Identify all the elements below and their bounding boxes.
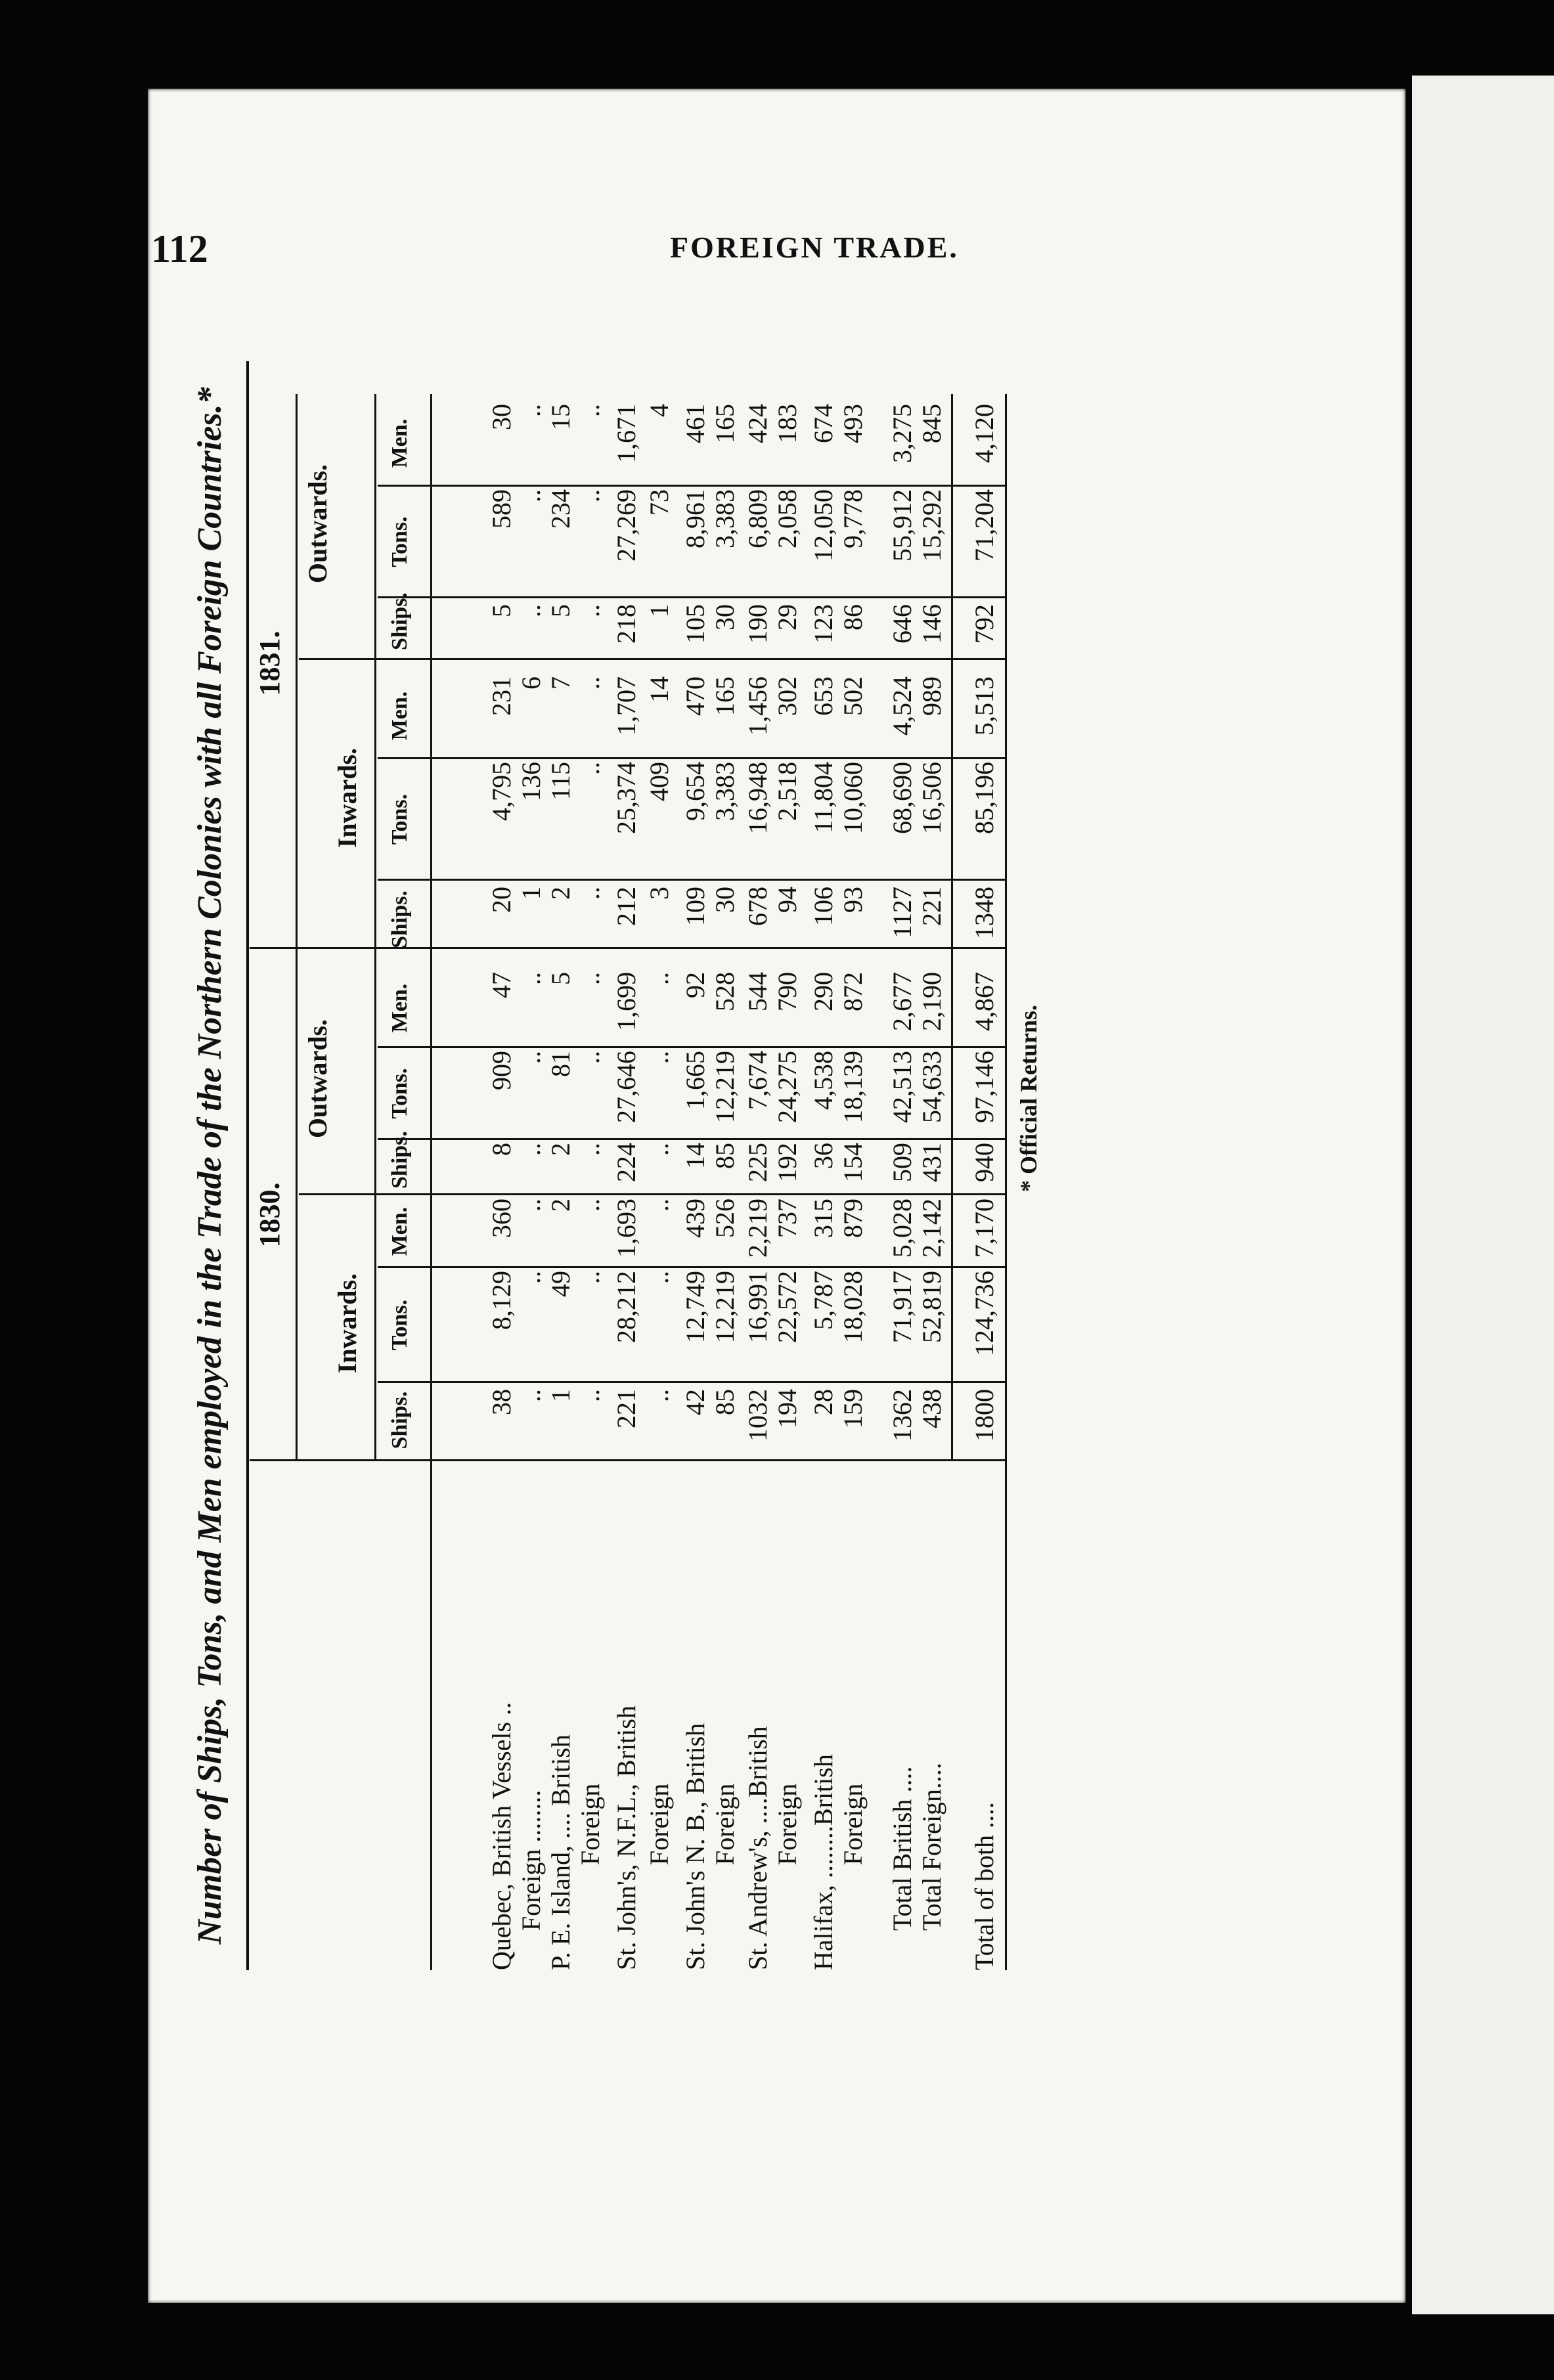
table-cell: 124,736 bbox=[969, 1271, 999, 1356]
table-cell: .. bbox=[575, 489, 605, 502]
table-cell: 29 bbox=[772, 604, 802, 630]
table-rule bbox=[299, 658, 1005, 660]
table-cell: 790 bbox=[772, 972, 802, 1011]
table-cell: 1362 bbox=[887, 1389, 917, 1442]
table-cell: 105 bbox=[680, 604, 710, 644]
col-header: Tons. bbox=[388, 1299, 412, 1351]
table-cell: 989 bbox=[917, 676, 946, 716]
table-cell: 4,524 bbox=[887, 676, 917, 736]
table-cell: 502 bbox=[838, 676, 868, 716]
table-cell: 12,050 bbox=[809, 489, 838, 562]
table-cell: 16,506 bbox=[917, 762, 946, 834]
table-cell: 2,677 bbox=[887, 972, 917, 1031]
table-cell: 1,671 bbox=[611, 404, 641, 463]
row-label: Total of both .... bbox=[969, 1801, 999, 1970]
table-cell: .. bbox=[575, 1199, 605, 1212]
table-cell: 106 bbox=[809, 887, 838, 926]
table-cell: 431 bbox=[917, 1143, 946, 1182]
table-cell: 194 bbox=[772, 1389, 802, 1428]
row-label: St. John's N. B., British bbox=[680, 1723, 710, 1970]
table-cell: 123 bbox=[809, 604, 838, 644]
table-rule bbox=[296, 394, 298, 1461]
table-cell: 302 bbox=[772, 676, 802, 716]
col-header: Ships. bbox=[388, 592, 412, 650]
table-cell: .. bbox=[516, 404, 546, 417]
table-cell: 234 bbox=[546, 489, 575, 529]
table-cell: 1,456 bbox=[743, 676, 772, 736]
table-cell: 190 bbox=[743, 604, 772, 644]
col-header: Tons. bbox=[388, 793, 412, 845]
table-cell: 47 bbox=[487, 972, 516, 998]
table-cell: 7 bbox=[546, 676, 575, 690]
table-cell: 4,867 bbox=[969, 972, 999, 1031]
table-cell: 12,219 bbox=[710, 1051, 740, 1123]
row-label: Foreign bbox=[772, 1783, 802, 1865]
table-cell: 24,275 bbox=[772, 1051, 802, 1123]
table-cell: 909 bbox=[487, 1051, 516, 1090]
table-cell: 8,129 bbox=[487, 1271, 516, 1330]
table-cell: 1 bbox=[644, 604, 674, 617]
table-cell: 1,665 bbox=[680, 1051, 710, 1110]
col-header: Ships. bbox=[388, 1391, 412, 1449]
table-cell: .. bbox=[516, 972, 546, 985]
table-rule bbox=[374, 394, 376, 1461]
col-header: Men. bbox=[388, 1206, 412, 1256]
facing-page-edge bbox=[1412, 76, 1554, 2314]
table-rule bbox=[378, 757, 1005, 759]
table-cell: 14 bbox=[644, 676, 674, 703]
table-cell: 30 bbox=[487, 404, 516, 430]
table-cell: 30 bbox=[710, 887, 740, 913]
table-cell: 360 bbox=[487, 1199, 516, 1238]
table-cell: 109 bbox=[680, 887, 710, 926]
row-label: St. John's, N.F.L., British bbox=[611, 1706, 641, 1970]
table-cell: 85 bbox=[710, 1389, 740, 1415]
table-cell: 461 bbox=[680, 404, 710, 443]
year-1830: 1830. bbox=[254, 1182, 286, 1248]
col-header: Ships. bbox=[388, 1131, 412, 1189]
table-cell: .. bbox=[575, 404, 605, 417]
table-cell: 14 bbox=[680, 1143, 710, 1169]
table-cell: 231 bbox=[487, 676, 516, 716]
table-cell: 1348 bbox=[969, 887, 999, 939]
table-cell: 1,693 bbox=[611, 1199, 641, 1258]
row-label: Foreign bbox=[575, 1783, 605, 1865]
table-cell: 737 bbox=[772, 1199, 802, 1238]
table-cell: .. bbox=[644, 1271, 674, 1284]
table-cell: 5,028 bbox=[887, 1199, 917, 1258]
table-cell: .. bbox=[516, 1389, 546, 1402]
table-rule bbox=[430, 394, 432, 1970]
table-cell: 93 bbox=[838, 887, 868, 913]
table-cell: 6 bbox=[516, 676, 546, 690]
table-cell: 224 bbox=[611, 1143, 641, 1182]
table-cell: 15,292 bbox=[917, 489, 946, 562]
table-cell: 5,513 bbox=[969, 676, 999, 736]
table-cell: 52,819 bbox=[917, 1271, 946, 1343]
table-cell: 154 bbox=[838, 1143, 868, 1182]
table-cell: 7,674 bbox=[743, 1051, 772, 1110]
col-header: Men. bbox=[388, 691, 412, 741]
row-label: St. Andrew's, ....British bbox=[743, 1726, 772, 1970]
table-cell: 3,383 bbox=[710, 489, 740, 548]
dir-1830-outwards: Outwards. bbox=[303, 1019, 332, 1139]
table-cell: 4,538 bbox=[809, 1051, 838, 1110]
table-cell: 9,778 bbox=[838, 489, 868, 548]
table-cell: 5 bbox=[546, 604, 575, 617]
table-cell: 646 bbox=[887, 604, 917, 644]
year-1831: 1831. bbox=[254, 630, 286, 696]
table-cell: .. bbox=[644, 1389, 674, 1402]
table-cell: 49 bbox=[546, 1271, 575, 1297]
table-cell: 10,060 bbox=[838, 762, 868, 834]
table-cell: 71,204 bbox=[969, 489, 999, 562]
table-cell: .. bbox=[575, 604, 605, 617]
dir-1830-inwards: Inwards. bbox=[332, 1273, 362, 1374]
table-cell: 5,787 bbox=[809, 1271, 838, 1330]
table-cell: 27,646 bbox=[611, 1051, 641, 1123]
table-rule bbox=[378, 879, 1005, 881]
table-cell: 2,142 bbox=[917, 1199, 946, 1258]
table-cell: .. bbox=[644, 1143, 674, 1156]
table-cell: 2,058 bbox=[772, 489, 802, 548]
table-cell: 438 bbox=[917, 1389, 946, 1428]
table-cell: 20 bbox=[487, 887, 516, 913]
table-cell: 54,633 bbox=[917, 1051, 946, 1123]
row-label: P. E. Island, .... British bbox=[546, 1734, 575, 1970]
table-cell: 115 bbox=[546, 762, 575, 801]
table-cell: 1 bbox=[546, 1389, 575, 1402]
table-cell: .. bbox=[575, 1271, 605, 1284]
table-cell: 2,518 bbox=[772, 762, 802, 821]
table-cell: 290 bbox=[809, 972, 838, 1011]
row-label: Foreign bbox=[838, 1783, 868, 1865]
table-cell: 18,139 bbox=[838, 1051, 868, 1123]
table-cell: 159 bbox=[838, 1389, 868, 1428]
row-label: Foreign bbox=[710, 1783, 740, 1865]
table-rule bbox=[378, 1381, 1005, 1383]
dir-1831-outwards: Outwards. bbox=[303, 464, 332, 584]
table-cell: 212 bbox=[611, 887, 641, 926]
title-rule bbox=[246, 361, 249, 1970]
table-rule bbox=[951, 394, 953, 1461]
table-cell: 6,809 bbox=[743, 489, 772, 548]
table-cell: 221 bbox=[917, 887, 946, 926]
table-cell: 12,749 bbox=[680, 1271, 710, 1343]
table-cell: .. bbox=[644, 1051, 674, 1064]
table-cell: 2,190 bbox=[917, 972, 946, 1031]
table-cell: 1800 bbox=[969, 1389, 999, 1442]
trade-table bbox=[190, 361, 1340, 1970]
table-cell: 71,917 bbox=[887, 1271, 917, 1343]
table-cell: 678 bbox=[743, 887, 772, 926]
table-cell: 94 bbox=[772, 887, 802, 913]
row-label: Foreign bbox=[644, 1783, 674, 1865]
table-cell: 3,383 bbox=[710, 762, 740, 821]
table-cell: 42 bbox=[680, 1389, 710, 1415]
table-cell: 92 bbox=[680, 972, 710, 998]
table-rule bbox=[378, 596, 1005, 598]
table-cell: .. bbox=[575, 1051, 605, 1064]
table-cell: 653 bbox=[809, 676, 838, 716]
table-cell: 845 bbox=[917, 404, 946, 443]
table-cell: 4 bbox=[644, 404, 674, 417]
row-label: Quebec, British Vessels .. bbox=[487, 1702, 516, 1970]
table-cell: 22,572 bbox=[772, 1271, 802, 1343]
table-cell: 872 bbox=[838, 972, 868, 1011]
table-cell: 16,948 bbox=[743, 762, 772, 834]
table-cell: 4,120 bbox=[969, 404, 999, 463]
col-header: Tons. bbox=[388, 1068, 412, 1119]
row-label: Total British .... bbox=[887, 1766, 917, 1931]
table-cell: 528 bbox=[710, 972, 740, 1011]
table-cell: 85 bbox=[710, 1143, 740, 1169]
table-cell: 509 bbox=[887, 1143, 917, 1182]
table-cell: 16,991 bbox=[743, 1271, 772, 1343]
running-head: FOREIGN TRADE. bbox=[670, 231, 959, 264]
table-cell: 940 bbox=[969, 1143, 999, 1182]
table-cell: 15 bbox=[546, 404, 575, 430]
table-cell: 589 bbox=[487, 489, 516, 529]
table-cell: 5 bbox=[487, 604, 516, 617]
table-cell: 38 bbox=[487, 1389, 516, 1415]
table-cell: 2 bbox=[546, 1199, 575, 1212]
table-cell: 9,654 bbox=[680, 762, 710, 821]
table-cell: 81 bbox=[546, 1051, 575, 1077]
table-cell: 315 bbox=[809, 1199, 838, 1238]
table-cell: .. bbox=[516, 604, 546, 617]
row-label: Foreign ........ bbox=[516, 1790, 546, 1931]
table-cell: 1,707 bbox=[611, 676, 641, 736]
table-cell: 12,219 bbox=[710, 1271, 740, 1343]
table-rule bbox=[378, 1266, 1005, 1268]
table-cell: 439 bbox=[680, 1199, 710, 1238]
table-cell: 68,690 bbox=[887, 762, 917, 834]
table-cell: .. bbox=[575, 676, 605, 690]
table-cell: .. bbox=[516, 1143, 546, 1156]
col-header: Men. bbox=[388, 418, 412, 468]
table-rule bbox=[378, 1138, 1005, 1140]
table-cell: 55,912 bbox=[887, 489, 917, 562]
table-cell: 165 bbox=[710, 676, 740, 716]
table-cell: 183 bbox=[772, 404, 802, 443]
col-header: Men. bbox=[388, 983, 412, 1033]
table-cell: .. bbox=[516, 1199, 546, 1212]
col-header: Tons. bbox=[388, 516, 412, 567]
table-cell: 136 bbox=[516, 762, 546, 801]
footnote: * Official Returns. bbox=[1015, 1005, 1042, 1192]
page-number: 112 bbox=[151, 227, 208, 271]
table-rule bbox=[378, 1046, 1005, 1048]
table-cell: 85,196 bbox=[969, 762, 999, 834]
table-cell: 1032 bbox=[743, 1389, 772, 1442]
table-cell: 25,374 bbox=[611, 762, 641, 834]
table-cell: .. bbox=[644, 1199, 674, 1212]
table-cell: 526 bbox=[710, 1199, 740, 1238]
table-cell: 192 bbox=[772, 1143, 802, 1182]
table-cell: 7,170 bbox=[969, 1199, 999, 1258]
table-cell: 674 bbox=[809, 404, 838, 443]
table-cell: 2 bbox=[546, 1143, 575, 1156]
table-cell: 27,269 bbox=[611, 489, 641, 562]
table-cell: .. bbox=[575, 1389, 605, 1402]
table-cell: 493 bbox=[838, 404, 868, 443]
table-cell: .. bbox=[516, 489, 546, 502]
col-header: Ships. bbox=[388, 891, 412, 948]
table-cell: 792 bbox=[969, 604, 999, 644]
table-cell: 8 bbox=[487, 1143, 516, 1156]
table-cell: 225 bbox=[743, 1143, 772, 1182]
table-cell: 11,804 bbox=[809, 762, 838, 833]
table-cell: 28 bbox=[809, 1389, 838, 1415]
table-cell: 73 bbox=[644, 489, 674, 516]
table-cell: 470 bbox=[680, 676, 710, 716]
table-cell: 42,513 bbox=[887, 1051, 917, 1123]
table-cell: .. bbox=[575, 972, 605, 985]
table-title: Number of Ships, Tons, and Men employed in the Trade of the Northern Colonies with all Foreign Countries.* bbox=[191, 387, 229, 1945]
table-cell: 36 bbox=[809, 1143, 838, 1169]
row-label: Total Foreign.... bbox=[917, 1762, 946, 1931]
table-cell: 3,275 bbox=[887, 404, 917, 463]
table-cell: 165 bbox=[710, 404, 740, 443]
table-cell: 97,146 bbox=[969, 1051, 999, 1123]
table-cell: 28,212 bbox=[611, 1271, 641, 1343]
table-cell: .. bbox=[644, 972, 674, 985]
table-cell: .. bbox=[516, 1051, 546, 1064]
table-cell: 1127 bbox=[887, 887, 917, 938]
table-cell: 8,961 bbox=[680, 489, 710, 548]
dir-1831-inwards: Inwards. bbox=[332, 747, 362, 848]
table-cell: .. bbox=[516, 1271, 546, 1284]
table-cell: 879 bbox=[838, 1199, 868, 1238]
table-cell: 18,028 bbox=[838, 1271, 868, 1343]
table-rule bbox=[378, 485, 1005, 487]
table-cell: 2 bbox=[546, 887, 575, 900]
row-label: Halifax, ........British bbox=[809, 1754, 838, 1970]
table-cell: 5 bbox=[546, 972, 575, 985]
table-rule bbox=[299, 1193, 1005, 1195]
table-cell: 221 bbox=[611, 1389, 641, 1428]
table-cell: 218 bbox=[611, 604, 641, 644]
table-cell: 424 bbox=[743, 404, 772, 443]
table-cell: .. bbox=[575, 887, 605, 900]
table-cell: .. bbox=[575, 1143, 605, 1156]
table-cell: 1,699 bbox=[611, 972, 641, 1031]
table-cell: 544 bbox=[743, 972, 772, 1011]
table-cell: 30 bbox=[710, 604, 740, 630]
table-cell: 146 bbox=[917, 604, 946, 644]
table-rule bbox=[1005, 394, 1007, 1970]
table-cell: 1 bbox=[516, 887, 546, 900]
table-cell: 409 bbox=[644, 762, 674, 801]
table-cell: 4,795 bbox=[487, 762, 516, 821]
table-cell: .. bbox=[575, 762, 605, 775]
table-rule bbox=[250, 1459, 1005, 1461]
table-cell: 2,219 bbox=[743, 1199, 772, 1258]
table-cell: 86 bbox=[838, 604, 868, 630]
table-cell: 3 bbox=[644, 887, 674, 900]
